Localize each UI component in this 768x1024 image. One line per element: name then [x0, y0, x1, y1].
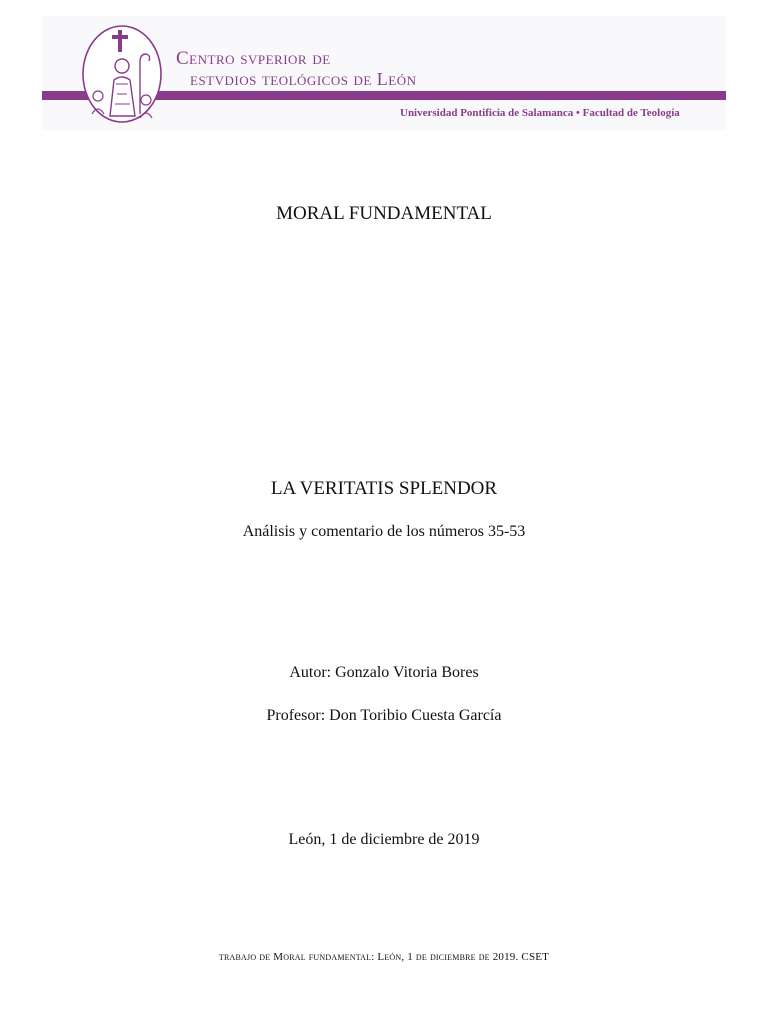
university-name: Universidad Pontificia de Salamanca • Facultad de Teología: [400, 107, 680, 119]
document-title: LA VERITATIS SPLENDOR: [270, 478, 498, 499]
professor-line: Profesor: Don Toribio Cuesta García: [266, 707, 502, 724]
institution-name-line1: Centro svperior de: [176, 48, 331, 69]
document-subtitle: Análisis y comentario de los números 35-53: [242, 523, 526, 540]
subject-title: MORAL FUNDAMENTAL: [276, 203, 492, 224]
place-date-line: León, 1 de diciembre de 2019: [288, 831, 480, 848]
page-footer: trabajo de Moral fundamental: León, 1 de diciembre de 2019. CSET: [218, 951, 550, 963]
seal-logo-icon: [80, 24, 164, 124]
institution-name-line2: estvdios teológicos de León: [190, 69, 417, 89]
author-line: Autor: Gonzalo Vitoria Bores: [289, 664, 479, 681]
letterhead: [42, 16, 726, 130]
